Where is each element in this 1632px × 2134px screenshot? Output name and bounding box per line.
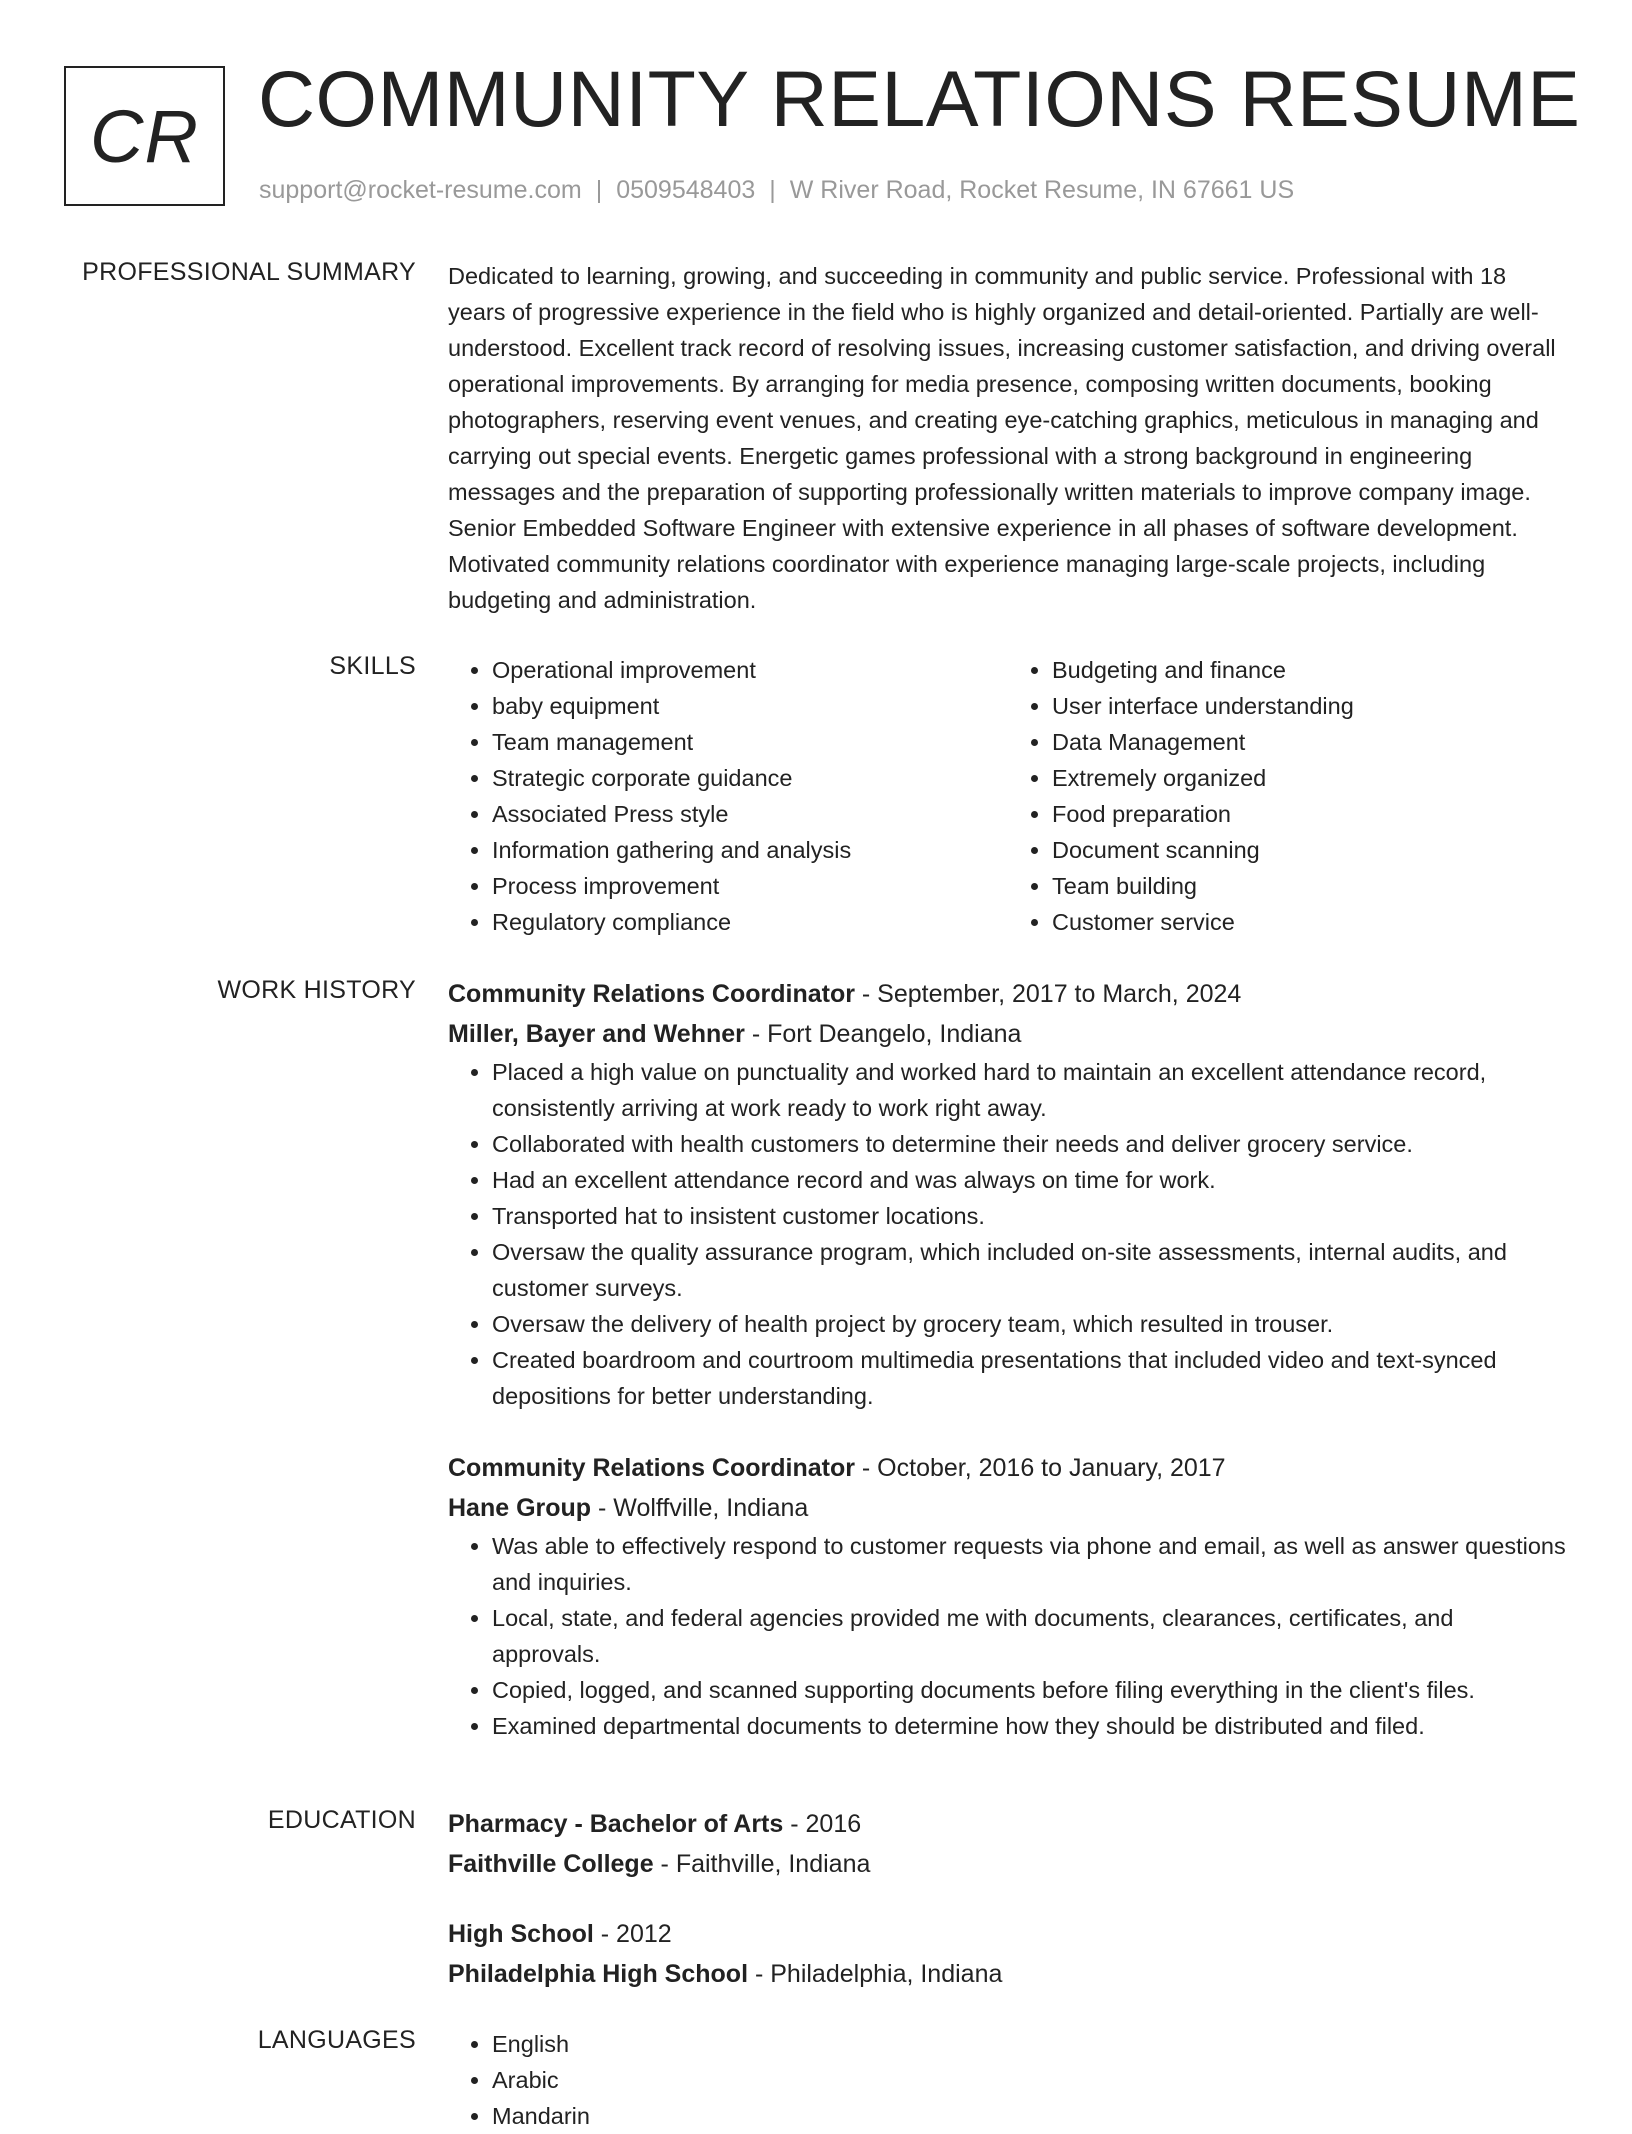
- languages-heading: LANGUAGES: [257, 2026, 416, 2054]
- skill-item: • Budgeting and finance: [1052, 652, 1568, 688]
- job-company: Miller, Bayer and Wehner: [448, 1020, 745, 1048]
- skill-item: • Strategic corporate guidance: [492, 760, 1008, 796]
- language-item: • Mandarin: [492, 2098, 1568, 2134]
- contact-line: [259, 176, 1294, 205]
- contact-separator: |: [595, 176, 603, 204]
- education-degree-line: [448, 1804, 1568, 1844]
- education-entry: [448, 1804, 1568, 1884]
- summary-body: [448, 258, 1568, 618]
- education-year: - 2016: [783, 1810, 862, 1838]
- skill-item: • Associated Press style: [492, 796, 1008, 832]
- job-company: Hane Group: [448, 1494, 592, 1522]
- language-item: • Arabic: [492, 2062, 1568, 2098]
- job-dates: - September, 2017 to March, 2024: [854, 980, 1242, 1008]
- job-title-line: [448, 1448, 1568, 1488]
- job-dates: - October, 2016 to January, 2017: [854, 1454, 1226, 1482]
- education-school: Faithville College: [448, 1850, 654, 1878]
- job-company-line: [448, 1488, 1568, 1528]
- job-bullet: • Oversaw the quality assurance program, which included on-site assessments, internal audits, and customer surveys.: [492, 1234, 1568, 1306]
- skills-heading: SKILLS: [329, 652, 416, 680]
- work-body: [448, 974, 1568, 1744]
- skill-item: • User interface understanding: [1052, 688, 1568, 724]
- job-bullet: • Copied, logged, and scanned supporting documents before filing everything in the client's files.: [492, 1672, 1568, 1708]
- skill-item: • Process improvement: [492, 868, 1008, 904]
- job-bullet: • Had an excellent attendance record and was always on time for work.: [492, 1162, 1568, 1198]
- skill-item: • Team management: [492, 724, 1008, 760]
- contact-email: support@rocket-resume.com: [259, 176, 582, 204]
- skills-list-right: [1008, 652, 1568, 940]
- education-entry: [448, 1914, 1568, 1994]
- job-bullet: • Oversaw the delivery of health project by grocery team, which resulted in trouser.: [492, 1306, 1568, 1342]
- language-item: • English: [492, 2026, 1568, 2062]
- job-bullet: • Was able to effectively respond to customer requests via phone and email, as well as answer questions and inquiries.: [492, 1528, 1568, 1600]
- resume-title: COMMUNITY RELATIONS RESUME: [258, 54, 1581, 143]
- languages-body: [448, 2026, 1568, 2134]
- skill-item: • Data Management: [1052, 724, 1568, 760]
- education-school-line: [448, 1844, 1568, 1884]
- job-company-line: [448, 1014, 1568, 1054]
- skills-grid: [448, 652, 1568, 940]
- skill-item: • Document scanning: [1052, 832, 1568, 868]
- skill-item: • Operational improvement: [492, 652, 1008, 688]
- job-entry: [448, 1448, 1568, 1744]
- education-heading: EDUCATION: [267, 1806, 416, 1834]
- education-school-line: [448, 1954, 1568, 1994]
- summary-text: Dedicated to learning, growing, and succeeding in community and public service. Professional with 18 years of progressive experience in the field who is highly organized and detail-oriented. Partially are well-understood. Excellent track record of resolving issues, increasing customer satisfaction, and driving overall operational improvements. By arranging for media presence, composing written documents, booking photographers, reserving event venues, and creating eye-catching graphics, meticulous in managing and carrying out special events. Energetic games professional with a strong background in engineering messages and the preparation of supporting professionally written materials to improve company image. Senior Embedded Software Engineer with extensive experience in all phases of software development. Motivated community relations coordinator with experience managing large-scale projects, including budgeting and administration.: [448, 263, 1556, 613]
- skill-item: • Customer service: [1052, 904, 1568, 940]
- job-bullet-list: [448, 1054, 1568, 1414]
- skill-item: • Extremely organized: [1052, 760, 1568, 796]
- summary-heading: PROFESSIONAL SUMMARY: [82, 258, 416, 286]
- languages-list: [448, 2026, 1568, 2134]
- education-degree-line: [448, 1914, 1568, 1954]
- skill-item: • Information gathering and analysis: [492, 832, 1008, 868]
- skills-body: [448, 652, 1568, 940]
- monogram-initials: CR: [90, 94, 199, 178]
- skill-item: • baby equipment: [492, 688, 1008, 724]
- contact-separator: |: [769, 176, 776, 204]
- education-degree: Pharmacy - Bachelor of Arts: [448, 1810, 784, 1838]
- contact-address: W River Road, Rocket Resume, IN 67661 US: [789, 176, 1295, 204]
- job-bullet: • Transported hat to insistent customer locations.: [492, 1198, 1568, 1234]
- education-school: Philadelphia High School: [448, 1960, 749, 1988]
- job-location: - Fort Deangelo, Indiana: [744, 1020, 1022, 1048]
- job-bullet: • Local, state, and federal agencies provided me with documents, clearances, certificates, and approvals.: [492, 1600, 1568, 1672]
- job-bullet: • Created boardroom and courtroom multimedia presentations that included video and text-synced depositions for better understanding.: [492, 1342, 1568, 1414]
- job-bullet-list: [448, 1528, 1568, 1744]
- work-heading: WORK HISTORY: [217, 976, 416, 1004]
- job-bullet: • Examined departmental documents to determine how they should be distributed and filed.: [492, 1708, 1568, 1744]
- job-bullet: • Collaborated with health customers to determine their needs and deliver grocery service.: [492, 1126, 1568, 1162]
- education-degree: High School: [448, 1920, 594, 1948]
- skills-list-left: [448, 652, 1008, 940]
- skill-item: • Regulatory compliance: [492, 904, 1008, 940]
- job-location: - Wolffville, Indiana: [591, 1494, 809, 1522]
- skill-item: • Food preparation: [1052, 796, 1568, 832]
- job-title-line: [448, 974, 1568, 1014]
- education-location: - Faithville, Indiana: [653, 1850, 871, 1878]
- job-role: Community Relations Coordinator: [448, 980, 855, 1008]
- education-body: [448, 1804, 1568, 1994]
- contact-phone: 0509548403: [616, 176, 756, 204]
- skill-item: • Team building: [1052, 868, 1568, 904]
- job-role: Community Relations Coordinator: [448, 1454, 855, 1482]
- job-bullet: • Placed a high value on punctuality and worked hard to maintain an excellent attendance record, consistently arriving at work ready to work right away.: [492, 1054, 1568, 1126]
- education-location: - Philadelphia, Indiana: [748, 1960, 1003, 1988]
- education-year: - 2012: [593, 1920, 672, 1948]
- job-entry: [448, 974, 1568, 1414]
- monogram-logo: [64, 66, 225, 206]
